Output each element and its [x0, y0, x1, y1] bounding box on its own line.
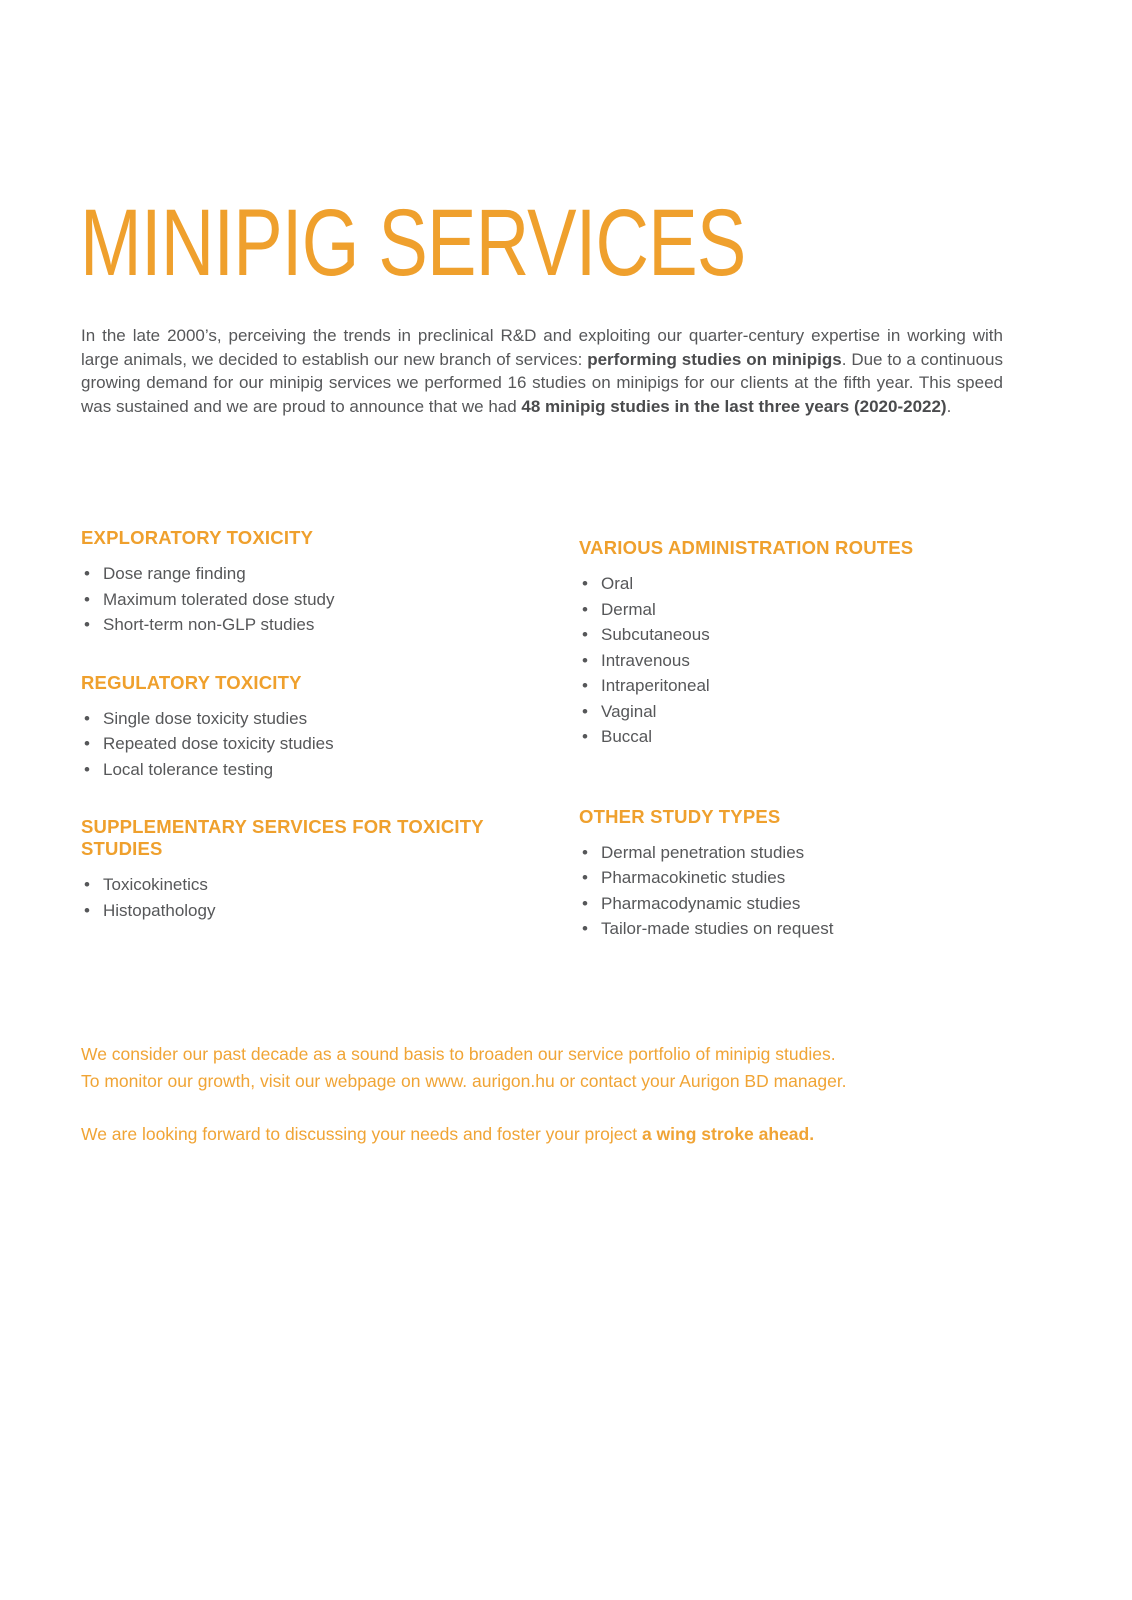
list-item: • Vaginal	[579, 699, 1049, 725]
closing-line-1: We consider our past decade as a sound basis to broaden our service portfolio of minipig studies.	[81, 1044, 836, 1064]
intro-paragraph	[81, 324, 1003, 418]
closing-paragraph-1	[81, 1041, 981, 1095]
section-supplementary-services	[81, 816, 551, 923]
section-exploratory-toxicity	[81, 527, 551, 638]
list-item: • Buccal	[579, 724, 1049, 750]
section-heading-supplementary-services: SUPPLEMENTARY SERVICES FOR TOXICITY STUDIES	[81, 816, 484, 859]
section-heading-administration-routes: VARIOUS ADMINISTRATION ROUTES	[579, 537, 914, 558]
list-item: • Oral	[579, 571, 1049, 597]
list-item: • Pharmacodynamic studies	[579, 891, 1049, 917]
closing-line-3: We are looking forward to discussing your needs and foster your project	[81, 1124, 642, 1144]
list-item: • Histopathology	[81, 898, 551, 924]
list-item: • Short-term non-GLP studies	[81, 612, 551, 638]
list-item: • Subcutaneous	[579, 622, 1049, 648]
list-item: • Tailor-made studies on request	[579, 916, 1049, 942]
regulatory-toxicity-list	[81, 706, 551, 783]
list-item: • Repeated dose toxicity studies	[81, 731, 551, 757]
list-item: • Toxicokinetics	[81, 872, 551, 898]
list-item: • Pharmacokinetic studies	[579, 865, 1049, 891]
closing-line-3-bold: a wing stroke ahead.	[641, 1124, 815, 1144]
supplementary-services-list	[81, 872, 551, 923]
section-heading-regulatory-toxicity: REGULATORY TOXICITY	[81, 671, 302, 693]
closing-line-2: To monitor our growth, visit our webpage on www. aurigon.hu or contact your Aurigon BD manager.	[81, 1071, 847, 1091]
other-study-types-list	[579, 840, 1049, 942]
list-item: • Maximum tolerated dose study	[81, 587, 551, 613]
list-item: • Dose range finding	[81, 561, 551, 587]
administration-routes-list	[579, 571, 1049, 750]
list-item: • Intraperitoneal	[579, 673, 1049, 699]
right-column	[579, 537, 1049, 942]
intro-text-1: In the late 2000’s, perceiving the trends in preclinical R&D and exploiting our quarter-century expertise in working with large animals, we decided to establish our new branch of services:	[81, 326, 1003, 369]
closing-paragraph-2	[81, 1121, 981, 1148]
intro-bold-1: performing studies on minipigs	[587, 349, 842, 369]
intro-text-3: .	[946, 396, 952, 416]
exploratory-toxicity-list	[81, 561, 551, 638]
list-item: • Single dose toxicity studies	[81, 706, 551, 732]
intro-text-2: . Due to a continuous growing demand for our minipig services we performed 16 studies on minipigs for our clients at the fifth year. This speed was sustained and we are proud to announce that we had	[81, 349, 1003, 416]
section-regulatory-toxicity	[81, 672, 551, 783]
section-administration-routes	[579, 537, 1049, 750]
list-item: • Dermal	[579, 597, 1049, 623]
section-other-study-types	[579, 806, 1049, 942]
left-column	[81, 527, 551, 923]
page-title: MINIPIG SERVICES	[80, 190, 746, 296]
list-item: • Dermal penetration studies	[579, 840, 1049, 866]
section-heading-other-study-types: OTHER STUDY TYPES	[579, 805, 781, 827]
closing-note	[81, 1041, 981, 1148]
list-item: • Intravenous	[579, 648, 1049, 674]
section-heading-exploratory-toxicity: EXPLORATORY TOXICITY	[81, 527, 314, 548]
list-item: • Local tolerance testing	[81, 757, 551, 783]
intro-bold-2: 48 minipig studies in the last three years (2020-2022)	[521, 396, 947, 416]
